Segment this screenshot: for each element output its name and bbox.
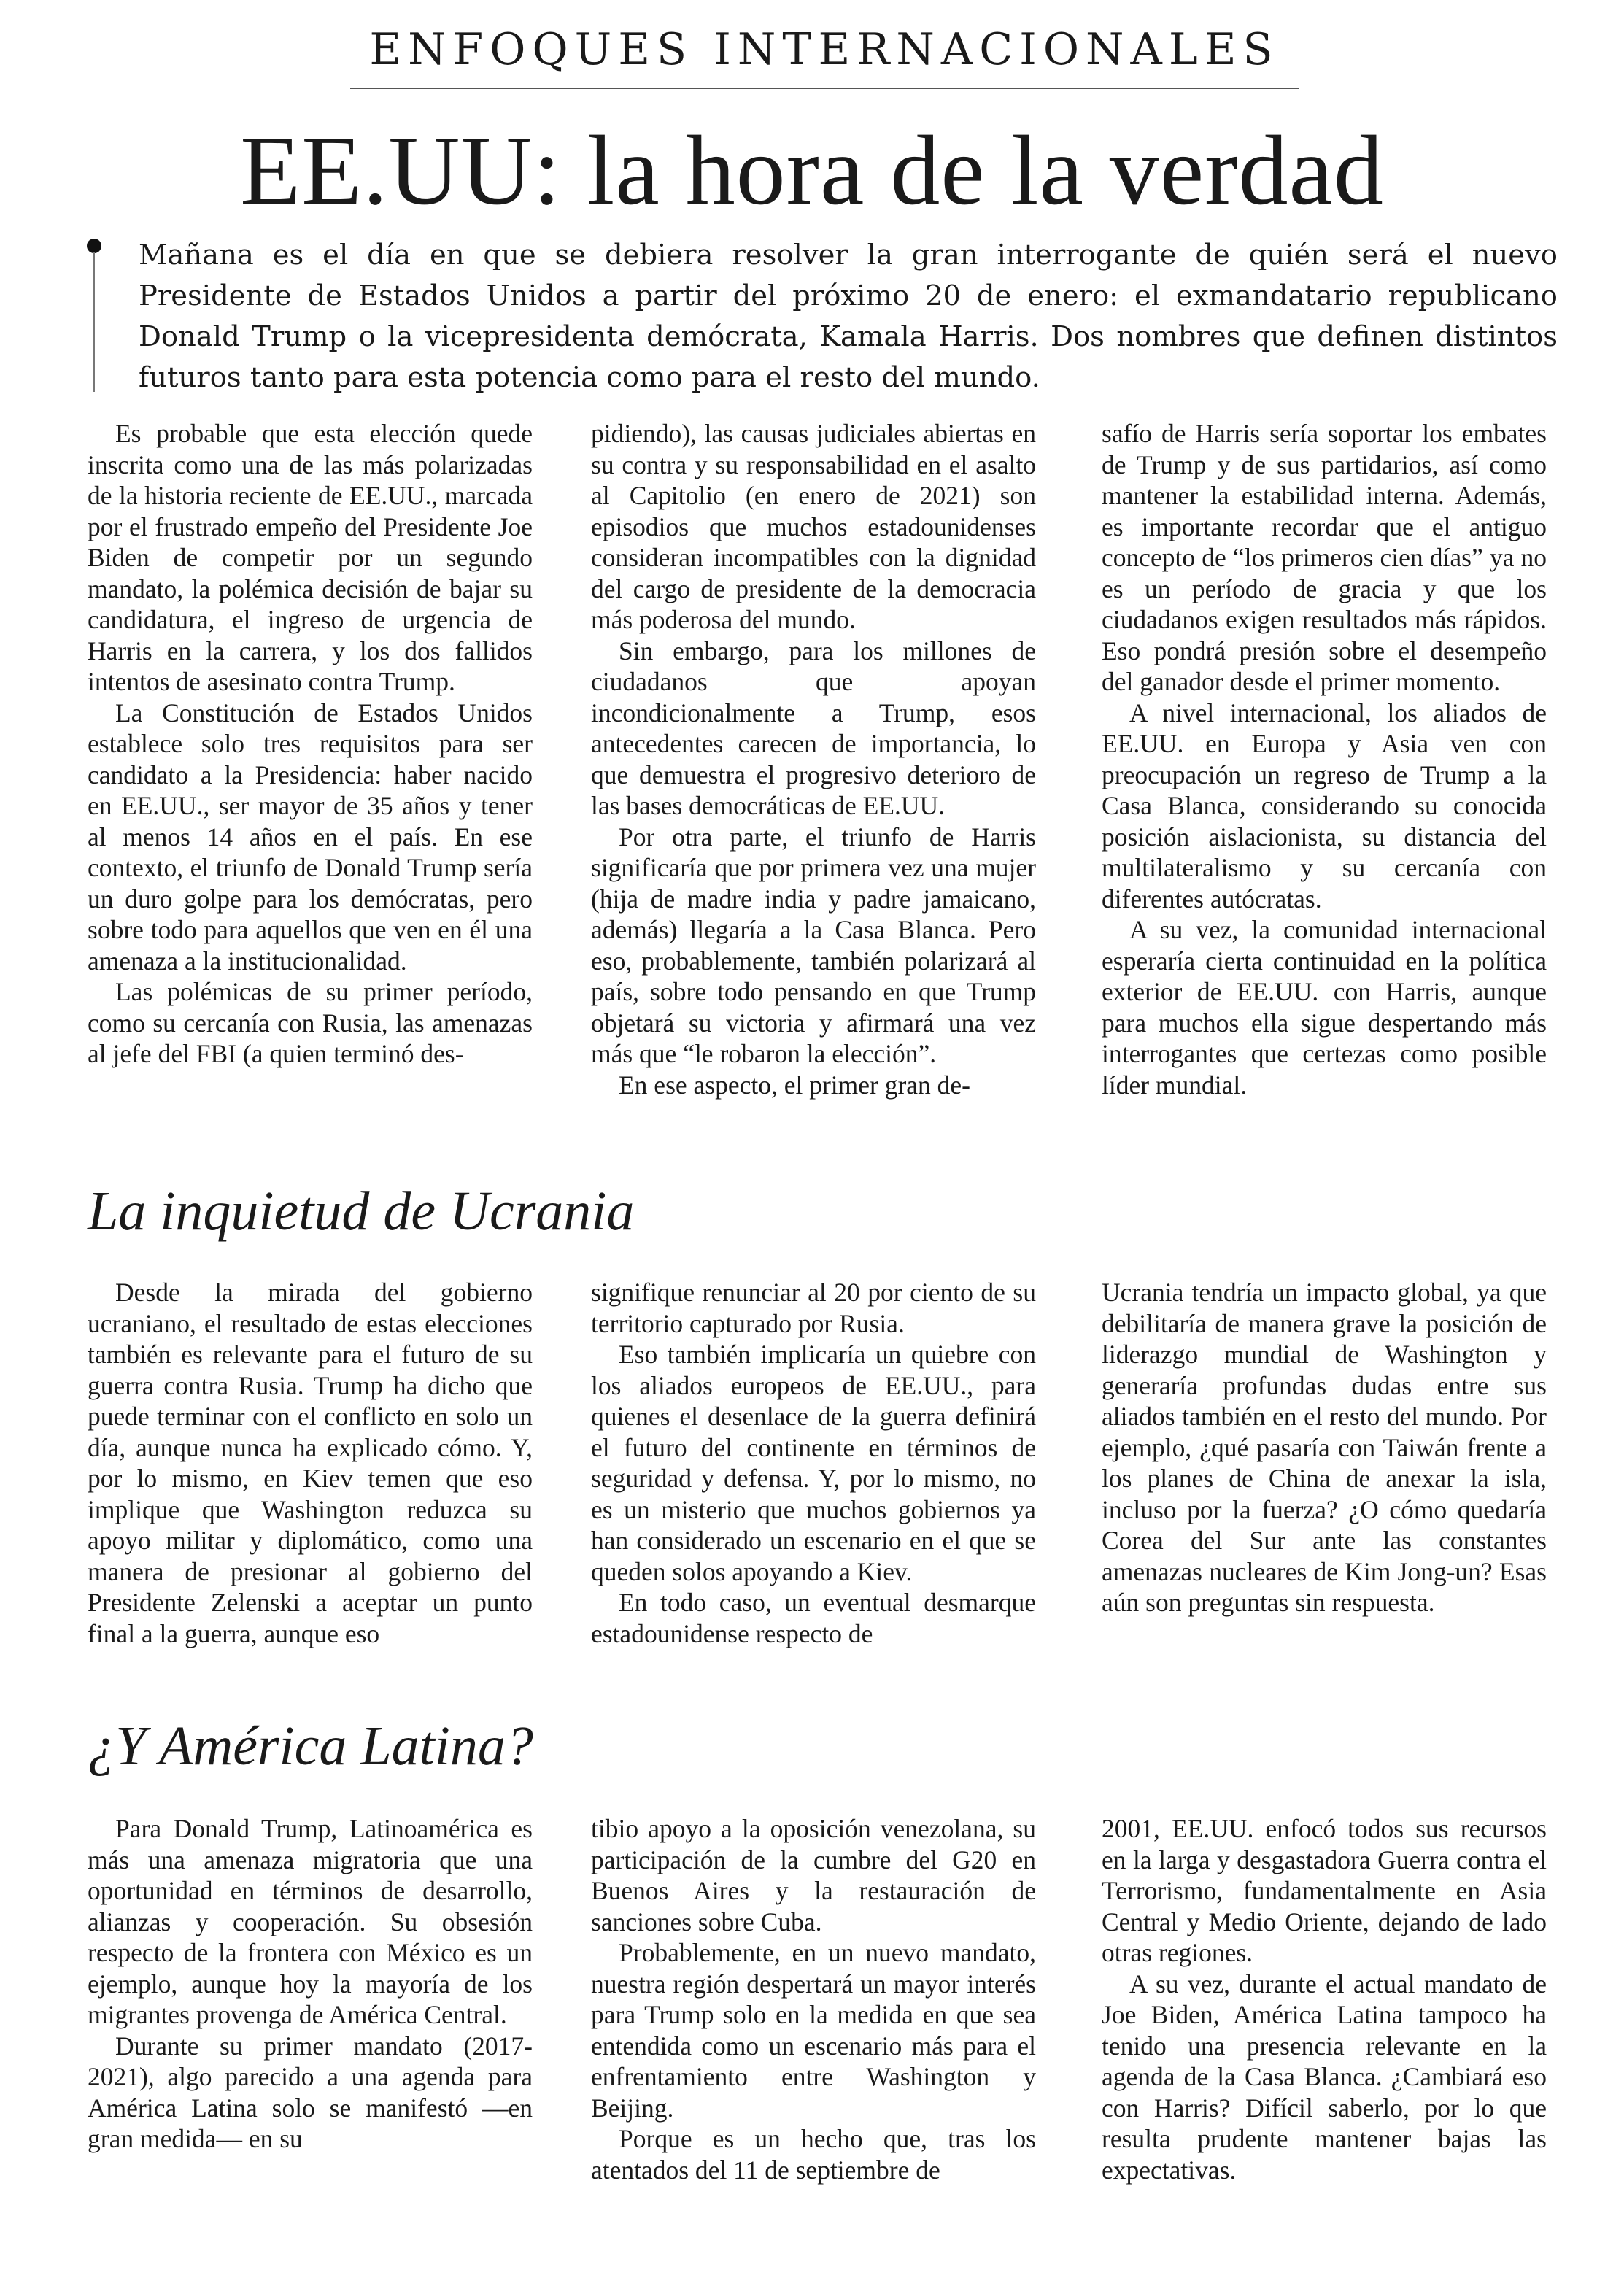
article-column-1 [88,418,533,1070]
ucrania-column-2 [591,1277,1036,1649]
paragraph: A su vez, durante el actual mandato de Joe Biden, América Latina tampoco ha tenido una presencia relevante en la agenda de la Casa Blanca. ¿Cambiará eso con Harris? Difícil saberlo, por lo que resulta prudente mantener bajas las expectativas. [1102,1969,1547,2185]
paragraph: En ese aspecto, el primer gran de- [619,1070,970,1100]
paragraph-continued: signifique renunciar al 20 por ciento de su territorio capturado por Rusia. [591,1278,1036,1338]
latam-column-1 [88,1813,533,2155]
paragraph-continued: Ucrania tendría un impacto global, ya que debilitaría de manera grave la posición de liderazgo mundial de Washington y generaría profundas dudas entre sus aliados también en el resto del mundo. Por ejemplo, ¿qué pasaría con Taiwán frente a los planes de China de anexar la isla, incluso por la fuerza? ¿O cómo quedaría Corea del Sur ante las constantes amenazas nucleares de Kim Jong-un? Esas aún son preguntas sin respuesta. [1102,1278,1547,1617]
section-divider [350,88,1299,89]
paragraph: Durante su primer mandato (2017-2021), algo parecido a una agenda para América Latina solo se manifestó —en gran medida— en su [88,2031,533,2153]
paragraph: La Constitución de Estados Unidos establece solo tres requisitos para ser candidato a la Presidencia: haber nacido en EE.UU., ser mayor de 35 años y tener al menos 14 años en el país. En ese contexto, el triunfo de Donald Trump sería un duro golpe para los demócratas, pero sobre todo para aquellos que ven en él una amenaza a la institucionalidad. [88,698,533,976]
paragraph: Por otra parte, el triunfo de Harris significaría que por primera vez una mujer (hija de madre india y padre jamaicano, además) llegaría a la Casa Blanca. Pero eso, probablemente, también polarizará al país, sobre todo pensando en que Trump objetará su victoria y afirmará una vez más que “le robaron la elección”. [591,822,1036,1068]
paragraph-continued: tibio apoyo a la oposición venezolana, su participación de la cumbre del G20 en Buenos Aires y la restauración de sanciones sobre Cuba. [591,1814,1036,1936]
ucrania-column-1 [88,1277,533,1649]
article-column-2 [591,418,1036,1100]
paragraph: Porque es un hecho que, tras los atentados del 11 de septiembre de [591,2124,1036,2185]
headline: EE.UU: la hora de la verdad [240,116,1384,225]
paragraph: Desde la mirada del gobierno ucraniano, el resultado de estas elecciones también es relevante para el futuro de su guerra contra Rusia. Trump ha dicho que puede terminar con el conflicto en solo un día, aunque nunca ha explicado cómo. Y, por lo mismo, en Kiev temen que eso implique que Washington reduzca su apoyo militar y diplomático, como una manera de presionar al gobierno del Presidente Zelenski a aceptar un punto final a la guerra, aunque eso [88,1278,533,1648]
paragraph-continued: 2001, EE.UU. enfocó todos sus recursos en la larga y desgastadora Guerra contra el Terrorismo, fundamentalmente en Asia Central y Medio Oriente, dejando de lado otras regiones. [1102,1814,1547,1967]
lede-paragraph: Mañana es el día en que se debiera resolver la gran interrogante de quién será el nuevo Presidente de Estados Unidos a partir del próximo 20 de enero: el exmandatario republicano Donald Trump o la vicepresidenta demócrata, Kamala Harris. Dos nombres que definen distintos futuros tanto para esta potencia como para el resto del mundo. [139,239,1558,394]
paragraph: Probablemente, en un nuevo mandato, nuestra región despertará un mayor interés para Trump solo en la medida en que sea entendida como un escenario más para el enfrentamiento entre Washington y Beijing. [591,1938,1036,2123]
paragraph: A su vez, la comunidad internacional esperaría cierta continuidad en la política exterior de EE.UU. con Harris, aunque para muchos ella sigue despertando más interrogantes que certezas como posible líder mundial. [1102,915,1547,1100]
paragraph: Sin embargo, para los millones de ciudadanos que apoyan incondicionalmente a Trump, esos antecedentes carecen de importancia, lo que demuestra el progresivo deterioro de las bases democráticas de EE.UU. [591,636,1036,820]
latam-column-2 [591,1813,1036,2185]
paragraph: Eso también implicaría un quiebre con los aliados europeos de EE.UU., para quienes el desenlace de la guerra definirá el futuro del continente en términos de seguridad y defensa. Y, por lo mismo, no es un misterio que muchos gobiernos ya han considerado un escenario en el que se queden solos apoyando a Kiev. [591,1340,1036,1586]
paragraph: Es probable que esta elección quede inscrita como una de las más polarizadas de la historia reciente de EE.UU., marcada por el frustrado empeño del Presidente Joe Biden de competir por un segundo mandato, la polémica decisión de bajar su candidatura, el ingreso de urgencia de Harris en la carrera, y los dos fallidos intentos de asesinato contra Trump. [88,419,533,696]
subhead-america-latina: ¿Y América Latina? [88,1715,533,1777]
subhead-ucrania: La inquietud de Ucrania [88,1181,635,1242]
paragraph-continued: safío de Harris sería soportar los embates de Trump y de sus partidarios, así como mantener la estabilidad interna. Además, es importante recordar que el antiguo concepto de “los primeros cien días” ya no es un período de gracia y que los ciudadanos exigen resultados más rápidos. Eso pondrá presión sobre el desempeño del ganador desde el primer momento. [1102,419,1547,696]
ucrania-column-3 [1102,1277,1547,1618]
lede-bullet-icon [87,239,101,253]
paragraph-continued: pidiendo), las causas judiciales abiertas en su contra y su responsabilidad en el asalto al Capitolio (en enero de 2021) son episodios que muchos estadounidenses consideran incompatibles con la dignidad del cargo de presidente de la democracia más poderosa del mundo. [591,419,1036,634]
paragraph: Las polémicas de su primer período, como su cercanía con Rusia, las amenazas al jefe del FBI (a quien terminó des- [88,977,533,1068]
latam-column-3 [1102,1813,1547,2185]
paragraph: Para Donald Trump, Latinoamérica es más una amenaza migratoria que una oportunidad en términos de desarrollo, alianzas y cooperación. Su obsesión respecto de la frontera con México es un ejemplo, aunque hoy la mayoría de los migrantes provenga de América Central. [88,1814,533,2029]
section-label: ENFOQUES INTERNACIONALES [369,24,1280,75]
lede-rule [93,252,95,392]
paragraph: A nivel internacional, los aliados de EE.UU. en Europa y Asia ven con preocupación un regreso de Trump a la Casa Blanca, considerando su conocida posición aislacionista, su distancia del multilateralismo y su cercanía con diferentes autócratas. [1102,698,1547,914]
paragraph: En todo caso, un eventual desmarque estadounidense respecto de [591,1588,1036,1648]
article-column-3 [1102,418,1547,1100]
